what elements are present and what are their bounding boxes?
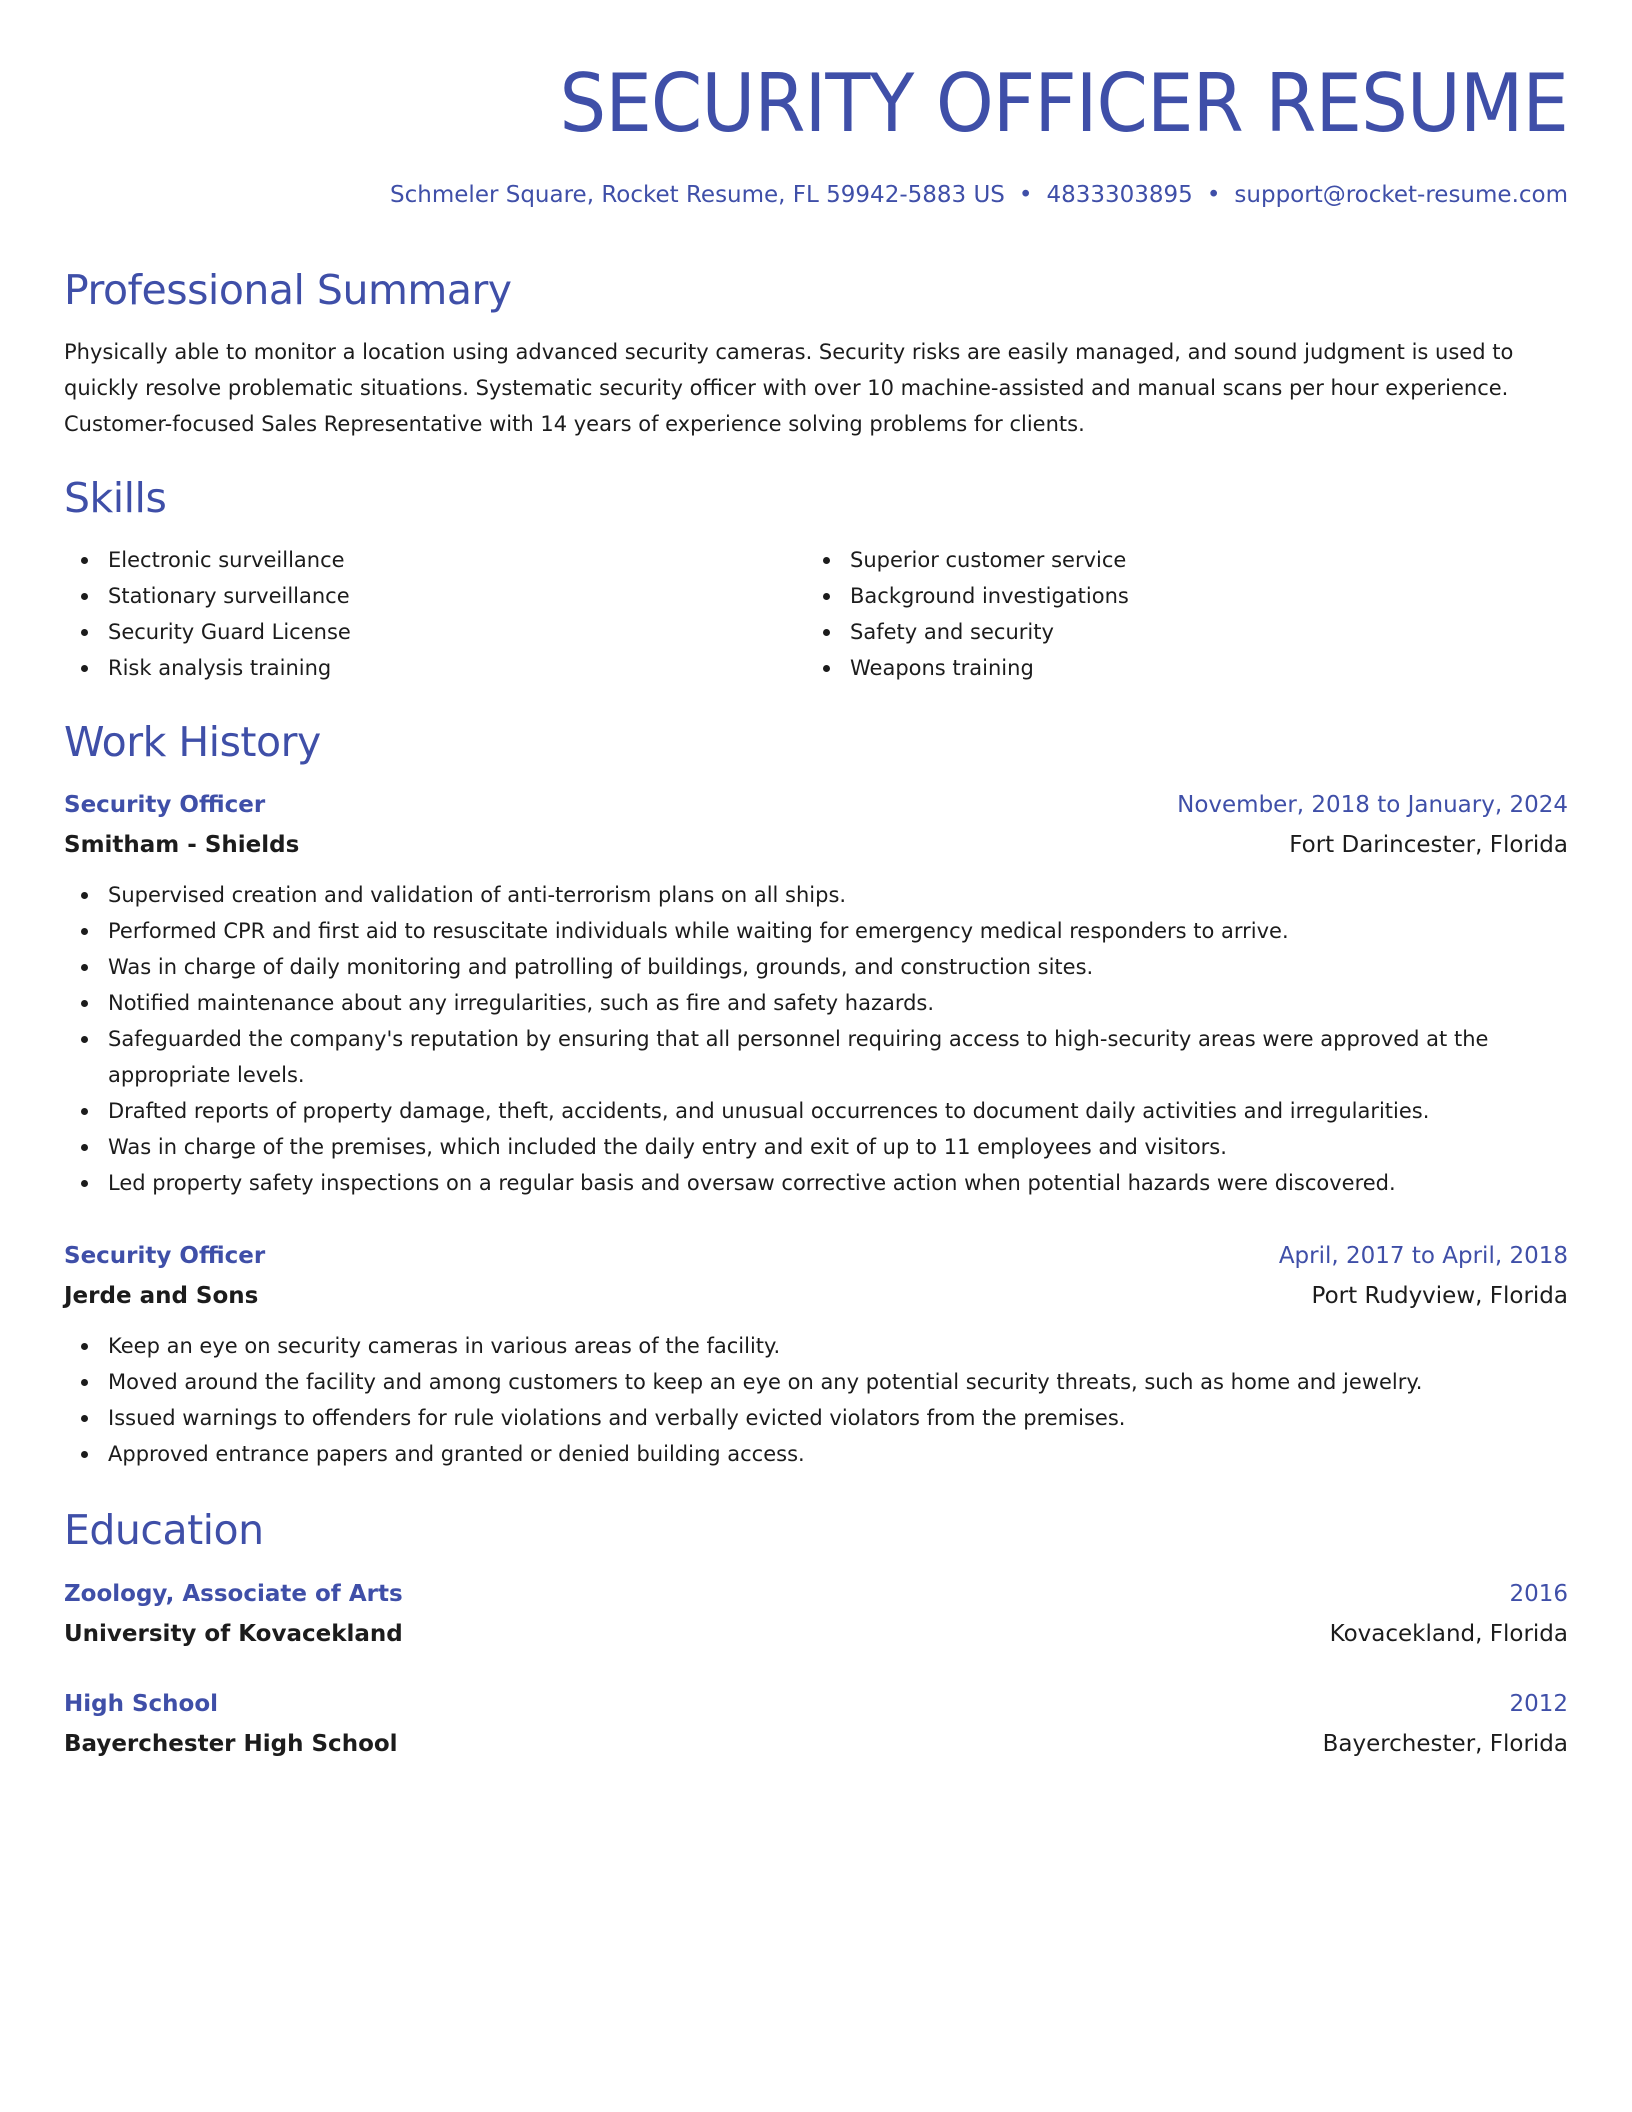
job-location: Fort Darincester, Florida	[1289, 832, 1568, 858]
job-company: Smitham - Shields	[64, 832, 300, 858]
education-degree-row	[64, 1684, 1568, 1724]
education-year: 2016	[1509, 1581, 1568, 1607]
education-entry	[64, 1684, 1568, 1764]
job-entry	[64, 1236, 1568, 1472]
skill-item: Stationary surveillance	[64, 578, 806, 614]
job-dates: April, 2017 to April, 2018	[1278, 1243, 1568, 1269]
job-duty: Performed CPR and first aid to resuscitate individuals while waiting for emergency medical responders to arrive.	[64, 913, 1568, 949]
job-role: Security Officer	[64, 792, 266, 818]
skill-item: Background investigations	[806, 578, 1548, 614]
job-company-row	[64, 1276, 1568, 1316]
skill-item: Electronic surveillance	[64, 542, 806, 578]
resume-page	[64, 0, 1568, 1757]
job-company-row	[64, 825, 1568, 865]
education-entry	[64, 1574, 1568, 1654]
job-duty: Was in charge of daily monitoring and patrolling of buildings, grounds, and construction sites.	[64, 949, 1568, 985]
job-duties-list	[64, 877, 1568, 1201]
education-school: University of Kovacekland	[64, 1621, 403, 1647]
job-dates: November, 2018 to January, 2024	[1177, 792, 1568, 818]
job-duty: Supervised creation and validation of anti-terrorism plans on all ships.	[64, 877, 1568, 913]
contact-separator: •	[1018, 182, 1033, 208]
job-title-row	[64, 1236, 1568, 1276]
education-heading: Education	[64, 1506, 264, 1554]
education-degree: High School	[64, 1691, 219, 1717]
education-school-row	[64, 1614, 1568, 1654]
skill-item: Security Guard License	[64, 614, 806, 650]
contact-line	[64, 180, 1568, 210]
education-degree: Zoology, Associate of Arts	[64, 1581, 403, 1607]
job-duty: Led property safety inspections on a regular basis and oversaw corrective action when potential hazards were discovered.	[64, 1165, 1568, 1201]
skill-item: Superior customer service	[806, 542, 1548, 578]
job-duty: Approved entrance papers and granted or denied building access.	[64, 1436, 1568, 1472]
job-location: Port Rudyview, Florida	[1311, 1283, 1568, 1309]
job-duty: Issued warnings to offenders for rule violations and verbally evicted violators from the premises.	[64, 1400, 1568, 1436]
skill-item: Safety and security	[806, 614, 1548, 650]
summary-heading: Professional Summary	[64, 266, 512, 314]
job-duty: Was in charge of the premises, which included the daily entry and exit of up to 11 employees and visitors.	[64, 1129, 1568, 1165]
education-school: Bayerchester High School	[64, 1731, 398, 1757]
job-duty: Keep an eye on security cameras in various areas of the facility.	[64, 1328, 1568, 1364]
education-year: 2012	[1509, 1691, 1568, 1717]
contact-address: Schmeler Square, Rocket Resume, FL 59942-5883 US	[390, 182, 1005, 208]
job-duty: Safeguarded the company's reputation by ensuring that all personnel requiring access to high-security areas were approved at the appropriate levels.	[64, 1021, 1568, 1093]
contact-separator: •	[1206, 182, 1221, 208]
job-role: Security Officer	[64, 1243, 266, 1269]
contact-email: support@rocket-resume.com	[1234, 182, 1568, 208]
job-entry	[64, 785, 1568, 1201]
job-title-row	[64, 785, 1568, 825]
skills-list-right	[806, 542, 1548, 686]
contact-phone: 4833303895	[1046, 182, 1193, 208]
education-location: Bayerchester, Florida	[1322, 1731, 1568, 1757]
skills-heading: Skills	[64, 474, 167, 522]
job-company: Jerde and Sons	[64, 1283, 259, 1309]
work-history-heading: Work History	[64, 718, 321, 766]
skills-list-left	[64, 542, 806, 686]
skill-item: Weapons training	[806, 650, 1548, 686]
job-duty: Notified maintenance about any irregularities, such as fire and safety hazards.	[64, 985, 1568, 1021]
education-location: Kovacekland, Florida	[1329, 1621, 1568, 1647]
job-duty: Drafted reports of property damage, theft, accidents, and unusual occurrences to document daily activities and irregularities.	[64, 1093, 1568, 1129]
resume-title: SECURITY OFFICER RESUME	[559, 57, 1568, 150]
skills-columns	[64, 542, 1568, 686]
summary-text: Physically able to monitor a location using advanced security cameras. Security risks are easily managed, and sound judgment is used to quickly resolve problematic situations. Systematic security officer with over 10 machine-assisted and manual scans per hour experience. Customer-focused Sales Representative with 14 years of experience solving problems for clients.	[64, 340, 1514, 436]
skill-item: Risk analysis training	[64, 650, 806, 686]
education-school-row	[64, 1724, 1568, 1764]
job-duties-list	[64, 1328, 1568, 1472]
job-duty: Moved around the facility and among customers to keep an eye on any potential security threats, such as home and jewelry.	[64, 1364, 1568, 1400]
resume-header	[64, 0, 1568, 210]
education-degree-row	[64, 1574, 1568, 1614]
